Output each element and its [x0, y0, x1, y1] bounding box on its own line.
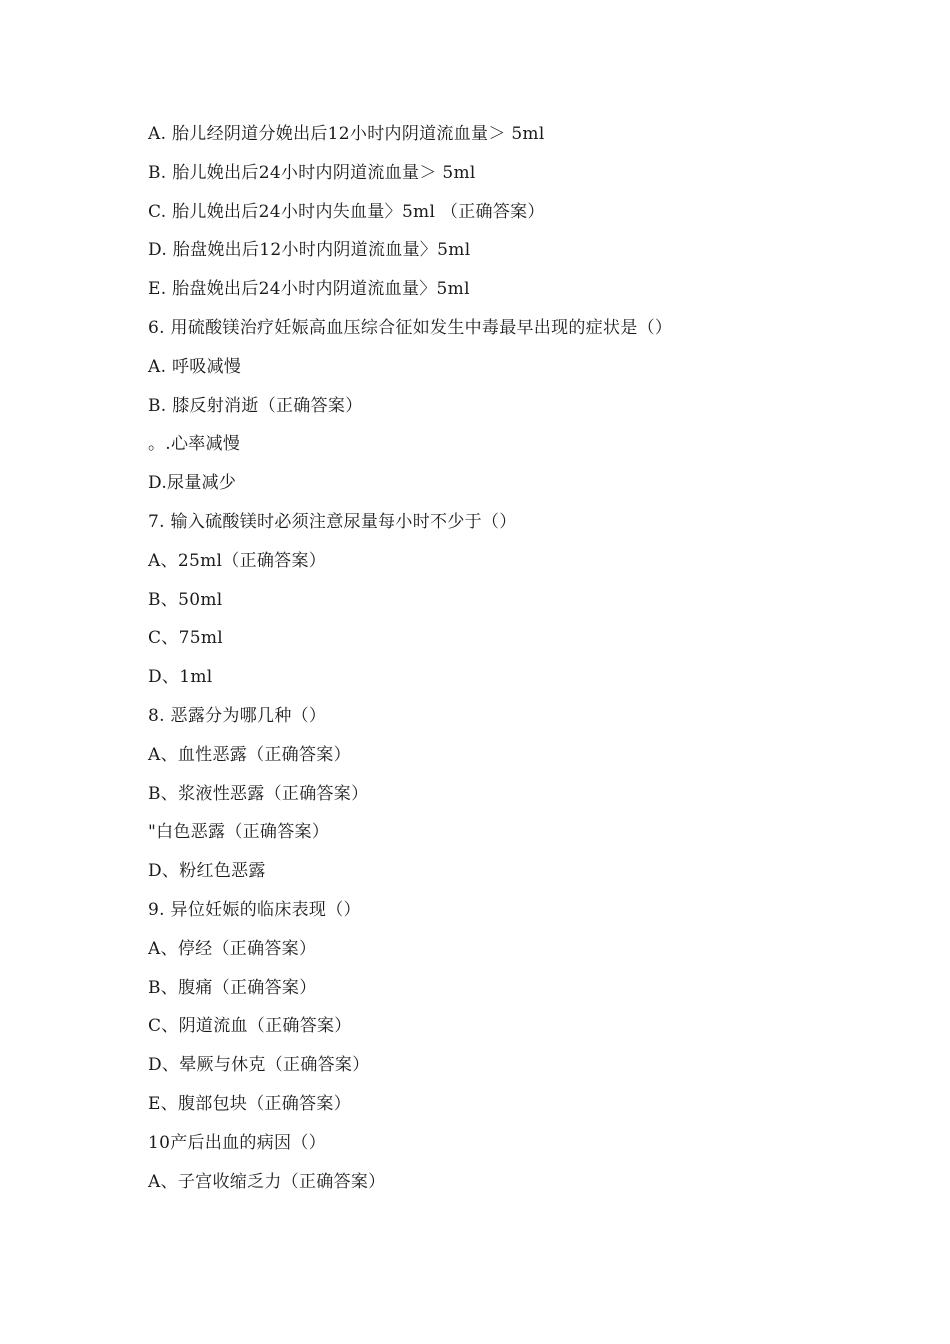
- option-line: B、腹痛（正确答案）: [148, 977, 317, 998]
- option-line: A. 呼吸减慢: [148, 356, 242, 377]
- option-line: C、75ml: [148, 628, 223, 649]
- option-line: C、阴道流血（正确答案）: [148, 1016, 352, 1037]
- option-line: B、浆液性恶露（正确答案）: [148, 783, 369, 804]
- option-line: E、腹部包块（正确答案）: [148, 1093, 352, 1114]
- option-line: A、停经（正确答案）: [148, 938, 317, 959]
- question-line: 8. 恶露分为哪几种（）: [148, 705, 327, 726]
- option-line: A、25ml（正确答案）: [148, 550, 327, 571]
- option-line: D、晕厥与休克（正确答案）: [148, 1055, 370, 1076]
- question-list: [148, 118, 868, 1204]
- option-line: 。.心率减慢: [148, 434, 241, 455]
- option-line: A、子宫收缩乏力（正确答案）: [148, 1171, 386, 1192]
- question-line: 9. 异位妊娠的临床表现（）: [148, 899, 361, 920]
- question-line: 6. 用硫酸镁治疗妊娠高血压综合征如发生中毒最早出现的症状是（）: [148, 317, 673, 338]
- option-line: D.尿量减少: [148, 473, 237, 494]
- option-line: B. 胎儿娩出后24小时内阴道流血量＞ 5ml: [148, 162, 476, 183]
- option-line: A、血性恶露（正确答案）: [148, 744, 351, 765]
- option-line: C. 胎儿娩出后24小时内失血量〉5ml （正确答案）: [148, 201, 545, 222]
- option-line: B. 膝反射消逝（正确答案）: [148, 395, 363, 416]
- option-line: A. 胎儿经阴道分娩出后12小时内阴道流血量＞ 5ml: [148, 124, 545, 144]
- question-line: 10产后出血的病因（）: [148, 1132, 326, 1153]
- option-line: D. 胎盘娩出后12小时内阴道流血量〉5ml: [148, 240, 471, 261]
- question-line: 7. 输入硫酸镁时必须注意尿量每小时不少于（）: [148, 511, 517, 532]
- option-line: B、50ml: [148, 589, 223, 610]
- option-line: E. 胎盘娩出后24小时内阴道流血量〉5ml: [148, 279, 470, 300]
- option-line: "白色恶露（正确答案）: [148, 822, 330, 843]
- option-line: D、1ml: [148, 667, 213, 688]
- option-line: D、粉红色恶露: [148, 861, 266, 882]
